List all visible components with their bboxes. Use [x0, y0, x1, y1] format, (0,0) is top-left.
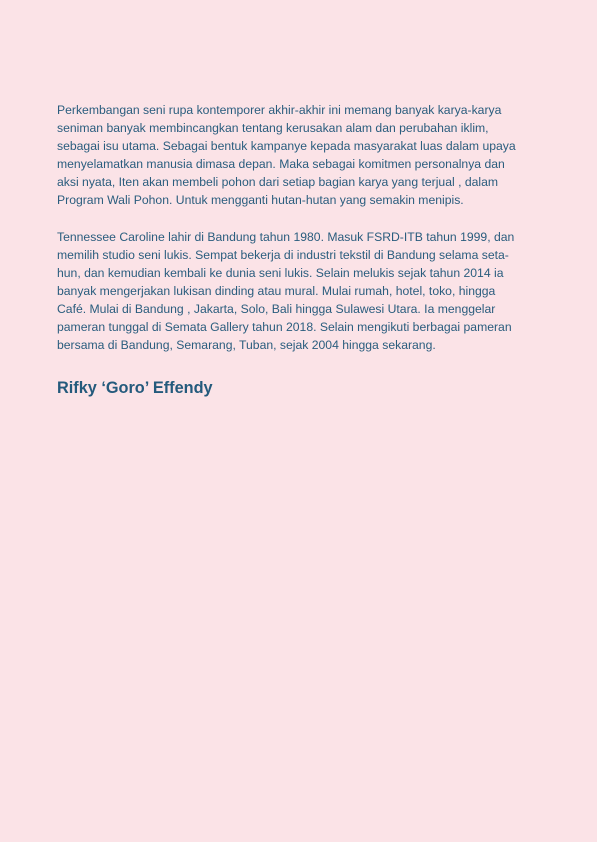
paragraph-line: Program Wali Pohon. Untuk mengganti hutan-hutan yang semakin menipis.	[57, 193, 464, 208]
text-column	[57, 101, 541, 399]
paragraph-line: Café. Mulai di Bandung , Jakarta, Solo, Bali hingga Sulawesi Utara. Ia menggelar	[57, 301, 496, 316]
author-name: Rifky ‘Goro’ Effendy	[57, 379, 213, 398]
paragraph-line: bersama di Bandung, Semarang, Tuban, sejak 2004 hingga sekarang.	[57, 338, 436, 353]
paragraph-line: aksi nyata, Iten akan membeli pohon dari setiap bagian karya yang terjual , dalam	[57, 175, 499, 190]
paragraph-line: hun, dan kemudian kembali ke dunia seni lukis. Selain melukis sejak tahun 2014 ia	[57, 265, 504, 280]
paragraph-line: pameran tunggal di Semata Gallery tahun 2018. Selain mengikuti berbagai pameran	[57, 320, 512, 335]
paragraph-line: menyelamatkan manusia dimasa depan. Maka sebagai komitmen personalnya dan	[57, 157, 505, 172]
paragraph-intro	[57, 101, 541, 210]
paragraph-biography	[57, 228, 541, 355]
paragraph-line: sebagai isu utama. Sebagai bentuk kampanye kepada masyarakat luas dalam upaya	[57, 139, 516, 154]
paragraph-line: seniman banyak membincangkan tentang kerusakan alam dan perubahan iklim,	[57, 121, 489, 136]
paragraph-line: Tennessee Caroline lahir di Bandung tahun 1980. Masuk FSRD-ITB tahun 1999, dan	[57, 229, 515, 244]
paragraph-line: memilih studio seni lukis. Sempat bekerja di industri tekstil di Bandung selama seta-	[57, 247, 509, 262]
paragraph-line: banyak mengerjakan lukisan dinding atau mural. Mulai rumah, hotel, toko, hingga	[57, 283, 496, 298]
paragraph-line: Perkembangan seni rupa kontemporer akhir-akhir ini memang banyak karya-karya	[57, 103, 502, 117]
